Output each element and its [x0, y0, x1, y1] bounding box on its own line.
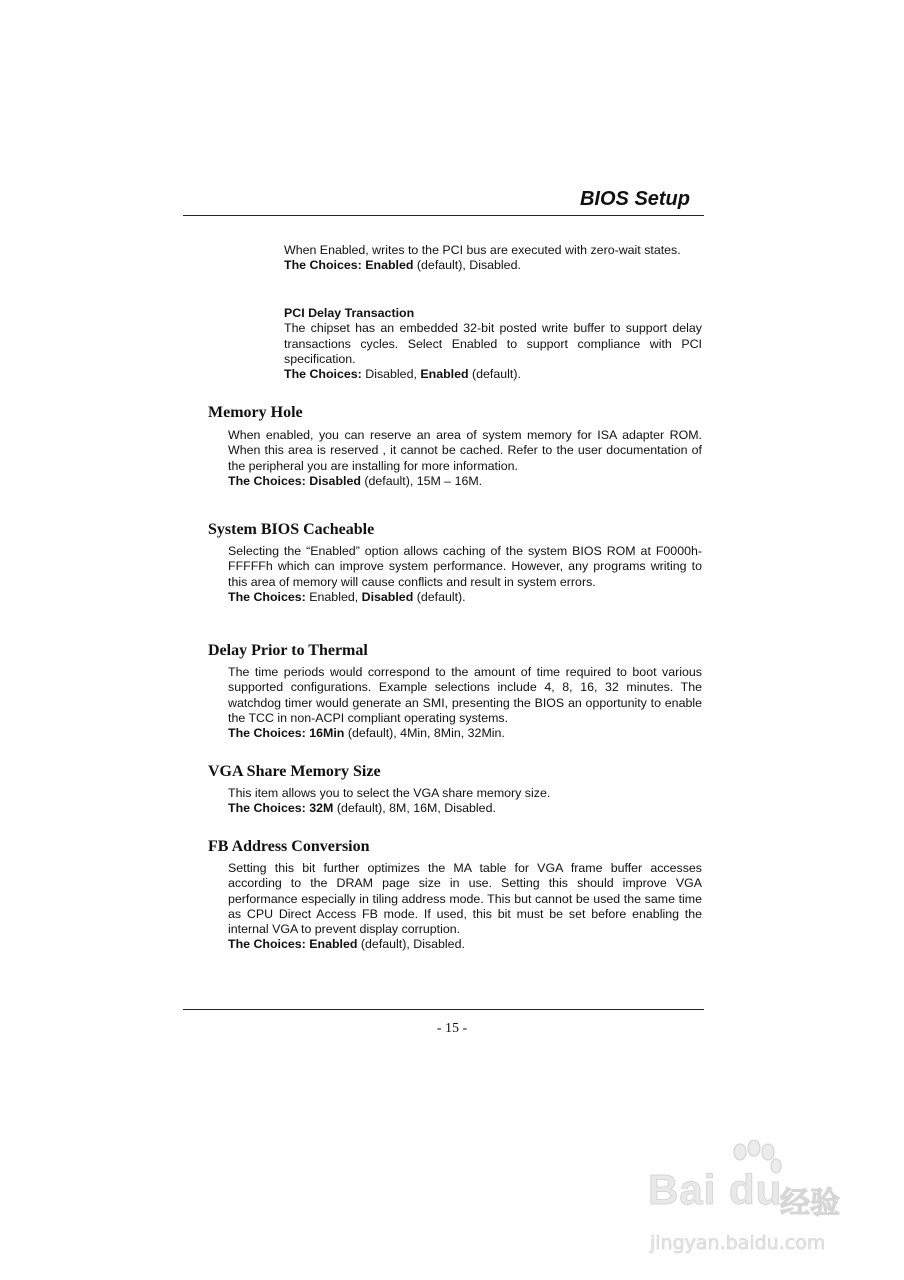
- pci-delay-block: [284, 306, 702, 382]
- delay-thermal-paragraph: The time periods would correspond to the amount of time required to boot various supported configurations. Example selections include 4, 8, 16, 32 minutes. The watchdog timer would generate an SMI, presenting the BIOS an opportunity to enable the TCC in non-ACPI compliant operating systems.: [228, 665, 702, 725]
- baidu-watermark: [640, 1140, 860, 1270]
- pci-delay-choices: The Choices: Disabled, Enabled (default).: [284, 367, 521, 382]
- footer-rule: [183, 1009, 704, 1010]
- pci-write-paragraph: When Enabled, writes to the PCI bus are executed with zero-wait states.: [284, 243, 681, 257]
- memory-hole-block: [228, 428, 702, 489]
- header-rule: [183, 215, 704, 216]
- memory-hole-paragraph: When enabled, you can reserve an area of system memory for ISA adapter ROM. When this area is reserved , it cannot be cached. Refer to the user documentation of the peripheral you are installing for more information.: [228, 428, 702, 473]
- vga-share-block: [228, 786, 702, 817]
- pci-write-choices: The Choices: Enabled (default), Disabled.: [284, 258, 521, 273]
- delay-thermal-title: Delay Prior to Thermal: [208, 642, 368, 659]
- page-number: - 15 -: [436, 1021, 468, 1036]
- watermark-chinese: 经验: [780, 1186, 840, 1221]
- page-header-title: BIOS Setup: [579, 188, 690, 210]
- fb-address-title: FB Address Conversion: [208, 838, 370, 855]
- delay-thermal-block: [228, 665, 702, 741]
- fb-address-block: [228, 861, 702, 953]
- system-bios-title: System BIOS Cacheable: [208, 521, 375, 538]
- delay-thermal-choices: The Choices: 16Min (default), 4Min, 8Min, 32Min.: [228, 726, 505, 741]
- fb-address-choices: The Choices: Enabled (default), Disabled.: [228, 937, 465, 952]
- system-bios-paragraph: Selecting the “Enabled” option allows caching of the system BIOS ROM at F0000h-FFFFFh which can improve system performance. However, any programs writing to this area of memory will cause conflicts and result in system errors.: [228, 544, 702, 589]
- memory-hole-choices: The Choices: Disabled (default), 15M – 16M.: [228, 473, 483, 488]
- pci-delay-paragraph: The chipset has an embedded 32-bit posted write buffer to support delay transactions cycles. Select Enabled to support compliance with PCI specification.: [284, 321, 702, 366]
- pci-delay-heading: PCI Delay Transaction: [284, 306, 415, 320]
- vga-share-title: VGA Share Memory Size: [208, 763, 381, 780]
- watermark-logo: Bai du: [648, 1166, 783, 1213]
- system-bios-block: [228, 544, 702, 605]
- memory-hole-title: Memory Hole: [208, 404, 303, 421]
- fb-address-paragraph: Setting this bit further optimizes the MA table for VGA frame buffer accesses according to the DRAM page size in use. Setting this should improve VGA performance especially in tiling address mode. This but cannot be used the same time as CPU Direct Access FB mode. If used, this bit must be set before enabling the internal VGA to prevent display corruption.: [228, 861, 702, 937]
- pci-write-block: [284, 243, 702, 274]
- vga-share-paragraph: This item allows you to select the VGA share memory size.: [228, 786, 551, 800]
- vga-share-choices: The Choices: 32M (default), 8M, 16M, Disabled.: [228, 801, 496, 816]
- system-bios-choices: The Choices: Enabled, Disabled (default).: [228, 589, 466, 604]
- watermark-url: jingyan.baidu.com: [650, 1232, 826, 1254]
